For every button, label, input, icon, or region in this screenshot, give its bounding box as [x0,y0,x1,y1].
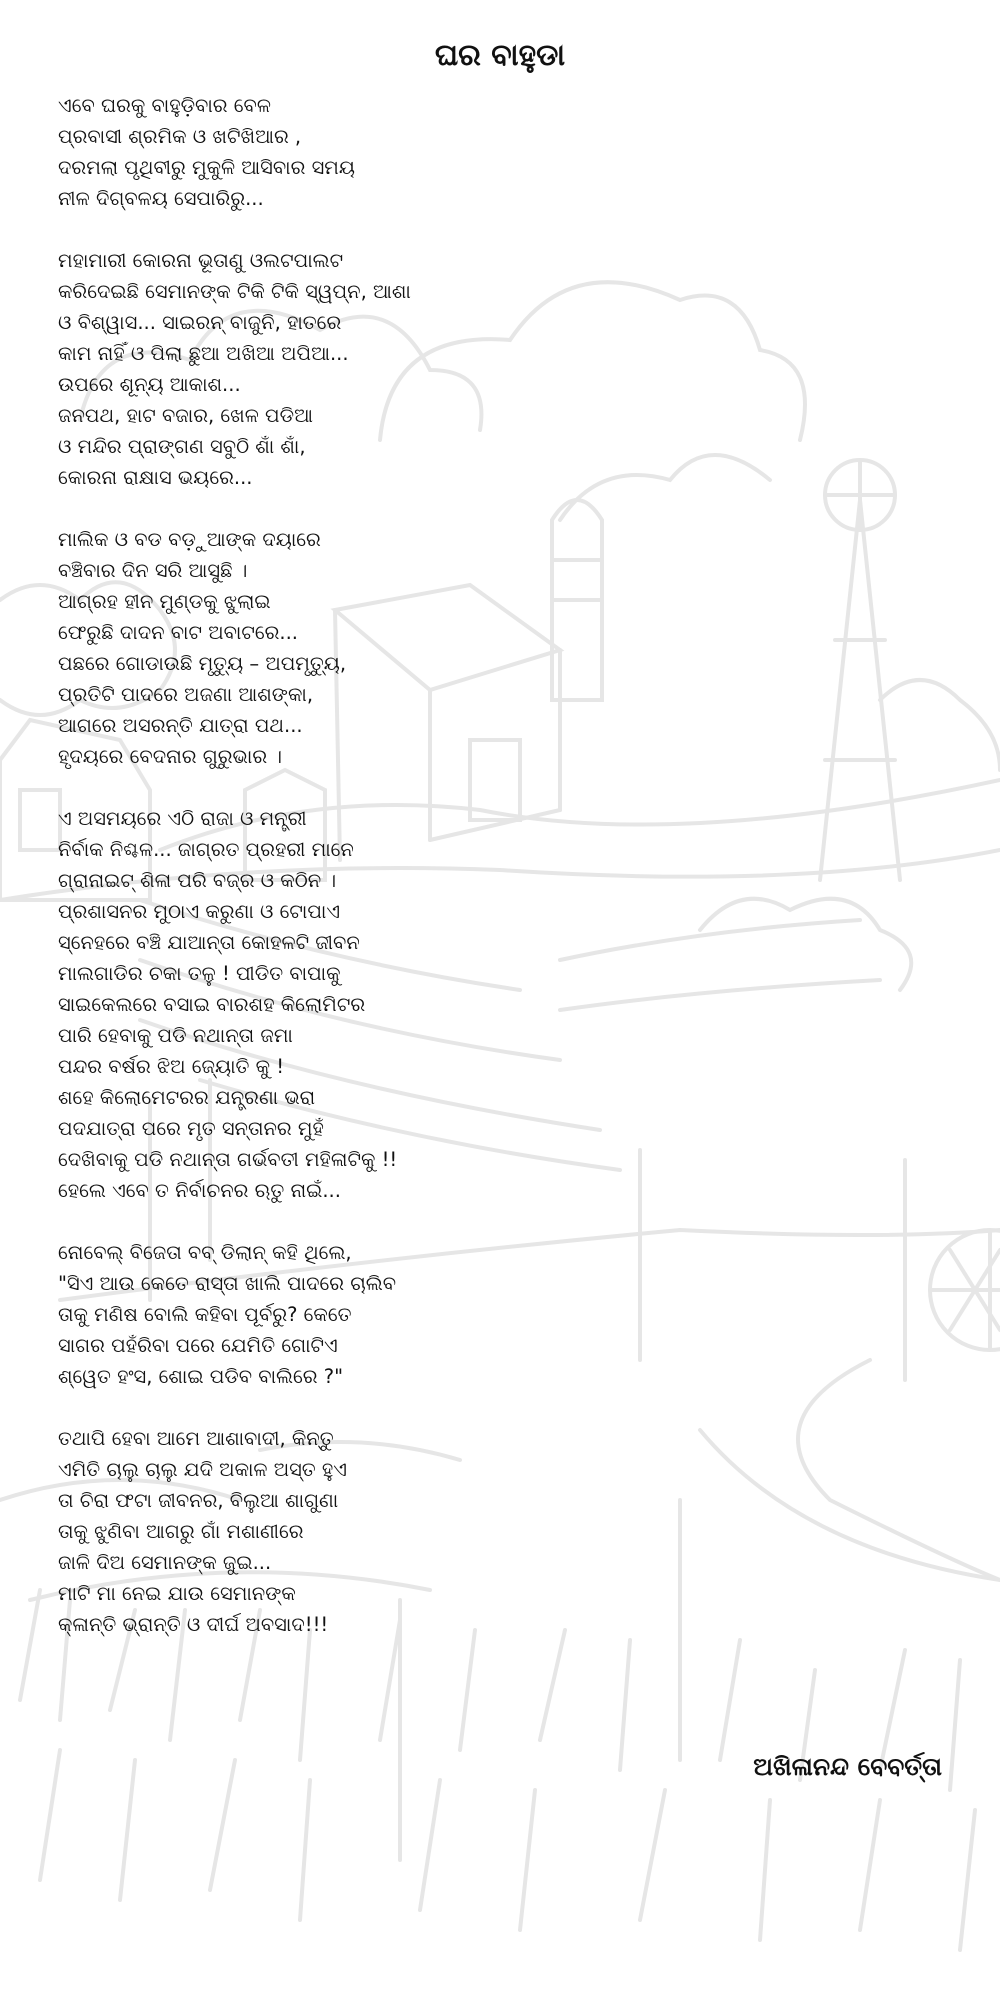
poem-line: ଉପରେ ଶୂନ୍ୟ ଆକାଶ... [58,373,241,396]
poem-line: ଫେରୁଛି ଦାଦନ ବାଟ ଅବାଟରେ... [58,621,298,644]
poem-line: ତଥାପି ହେବା ଆମେ ଆଶାବାଦୀ, କିନ୍ତୁ [58,1427,334,1450]
poem-line: ପନ୍ଦର ବର୍ଷର ଝିଅ ଜ୍ୟୋତି କୁ ! [58,1055,285,1078]
poem-line: ପ୍ରତିଟି ପାଦରେ ଅଜଣା ଆଶଙ୍କା, [58,683,314,706]
poem-line: ତାକୁ ଝୁଣିବା ଆଗରୁ ଗାଁ ମଶାଣୀରେ [58,1520,304,1543]
poet-name: ଅଖିଳାନନ୍ଦ ବେବର୍ତ୍ତା [753,1752,942,1781]
poem-line: ଶହେ କିଲୋମେଟରର ଯନ୍ତ୍ରଣା ଭରା [58,1086,316,1109]
poem-line: ମାଲିକ ଓ ବଡ ବଡ଼ୁଆଙ୍କ ଦୟାରେ [58,528,321,551]
poem-line: ଓ ମନ୍ଦିର ପ୍ରାଙ୍ଗଣ ସବୁଠି ଶାଁ ଶାଁ, [58,435,306,458]
poem-line: ପଛରେ ଗୋଡାଉଛି ମୃତ୍ୟୁ – ଅପମୃତ୍ୟୁ, [58,652,347,675]
poem-line: ସାଗର ପହଁରିବା ପରେ ଯେମିତି ଗୋଟିଏ [58,1334,338,1357]
poem-line: ଆଗ୍ରହ ହୀନ ମୁଣ୍ଡକୁ ଝୁଲାଇ [58,590,271,613]
poem-line: କାମ ନାହିଁ ଓ ପିଲା ଛୁଆ ଅଖିଆ ଅପିଆ... [58,342,349,365]
poem-line: ମହାମାରୀ କୋରନା ଭୂତାଣୁ ଓଲଟପାଲଟ [58,249,344,272]
stanza-5 [58,1237,698,1392]
poem-line: ଦରମଲା ପୃଥିବୀରୁ ମୁକୁଳି ଆସିବାର ସମୟ [58,156,355,179]
poem-line: ପଦଯାତ୍ରା ପରେ ମୃତ ସନ୍ତାନର ମୁହଁ [58,1117,324,1140]
poem-line: ଆଗରେ ଅସରନ୍ତି ଯାତ୍ରା ପଥ... [58,714,303,737]
poem-line: ହେଲେ ଏବେ ତ ନିର୍ବାଚନର ଋତୁ ନାଇଁ... [58,1179,341,1202]
poem-line: ନୀଳ ଦିଗ୍ବଳୟ ସେପାରିରୁ... [58,187,264,210]
poem-line: କ୍ଳାନ୍ତି ଭ୍ରାନ୍ତି ଓ ଦୀର୍ଘ ଅବସାଦ!!! [58,1613,329,1636]
poem-line: ଜନପଥ, ହାଟ ବଜାର, ଖେଳ ପଡିଆ [58,404,313,427]
poem-line: ପାରି ହେବାକୁ ପଡି ନଥାନ୍ତା ଜମା [58,1024,293,1047]
poem-line: ପ୍ରଶାସନର ମୁଠାଏ କରୁଣା ଓ ଟୋପାଏ [58,900,341,923]
poem-line: ତାକୁ ମଣିଷ ବୋଲି କହିବା ପୂର୍ବରୁ? କେତେ [58,1303,352,1326]
poem-line: ପ୍ରବାସୀ ଶ୍ରମିକ ଓ ଖଟିଖିଆର , [58,125,302,148]
poem-line: ଏ ଅସମୟରେ ଏଠି ରାଜା ଓ ମନ୍ତ୍ରୀ [58,807,307,830]
poem-line: ତା ଚିରା ଫଟା ଜୀବନର, ବିଲୁଆ ଶାଗୁଣା [58,1489,339,1512]
poem-line: କରିଦେଇଛି ସେମାନଙ୍କ ଟିକି ଟିକି ସ୍ୱପ୍ନ, ଆଶା [58,280,411,303]
poem-line: ନିର୍ବାକ ନିଶ୍ଚଳ... ଜାଗ୍ରତ ପ୍ରହରୀ ମାନେ [58,838,354,861]
poem-line: ଦେଖିବାକୁ ପଡି ନଥାନ୍ତା ଗର୍ଭବତୀ ମହିଳାଟିକୁ !! [58,1148,398,1171]
poem-line: ଶ୍ୱେତ ହଂସ, ଶୋଇ ପଡିବ ବାଲିରେ ?" [58,1365,344,1388]
poem-title: ଘର ବାହୁଡା [434,38,566,73]
poem-line: ଗ୍ରାନାଇଟ୍ ଶିଳା ପରି ବଜ୍ର ଓ କଠିନ । [58,869,337,892]
poem-line: ଏବେ ଘରକୁ ବାହୁଡ଼ିବାର ବେଳ [58,94,271,117]
poem-line: ମାଲଗାଡିର ଚକା ତଳୁ ! ପୀଡିତ ବାପାକୁ [58,962,341,985]
poem-line: ସ୍ନେହରେ ବଞ୍ଚି ଯାଆନ୍ତା କୋହଳଟି ଜୀବନ [58,931,360,954]
stanza-4 [58,803,698,1206]
stanza-6 [58,1423,698,1640]
poem-line: କୋରନା ରାକ୍ଷାସ ଭୟରେ... [58,466,253,489]
poem-line: "ସିଏ ଆଉ କେତେ ରାସ୍ତା ଖାଲି ପାଦରେ ଚାଲିବ [58,1272,397,1295]
poem-line: ନୋବେଲ୍ ବିଜେତା ବବ୍ ଡିଲାନ୍ କହି ଥିଲେ, [58,1241,352,1264]
poem-line: ବଞ୍ଚିବାର ଦିନ ସରି ଆସୁଛି । [58,559,248,582]
poem-line: ମାଟି ମା ନେଇ ଯାଉ ସେମାନଙ୍କ [58,1582,296,1605]
poem-line: ଏମିତି ଚାଲୁ ଚାଲୁ ଯଦି ଅକାଳ ଅସ୍ତ ହୁଏ [58,1458,347,1481]
poem-line: ସାଇକେଲରେ ବସାଇ ବାରଶହ କିଲୋମିଟର [58,993,366,1016]
stanza-2 [58,245,698,493]
stanza-3 [58,524,698,772]
poem-body [58,90,698,1671]
poem-line: ଓ ବିଶ୍ୱାସ... ସାଇରନ୍ ବାଜୁନି, ହାତରେ [58,311,342,334]
stanza-1 [58,90,698,214]
poem-line: ଜାଳି ଦିଅ ସେମାନଙ୍କ ଜୁଇ... [58,1551,272,1574]
poem-line: ହୃଦୟରେ ବେଦନାର ଗୁରୁଭାର । [58,745,283,768]
